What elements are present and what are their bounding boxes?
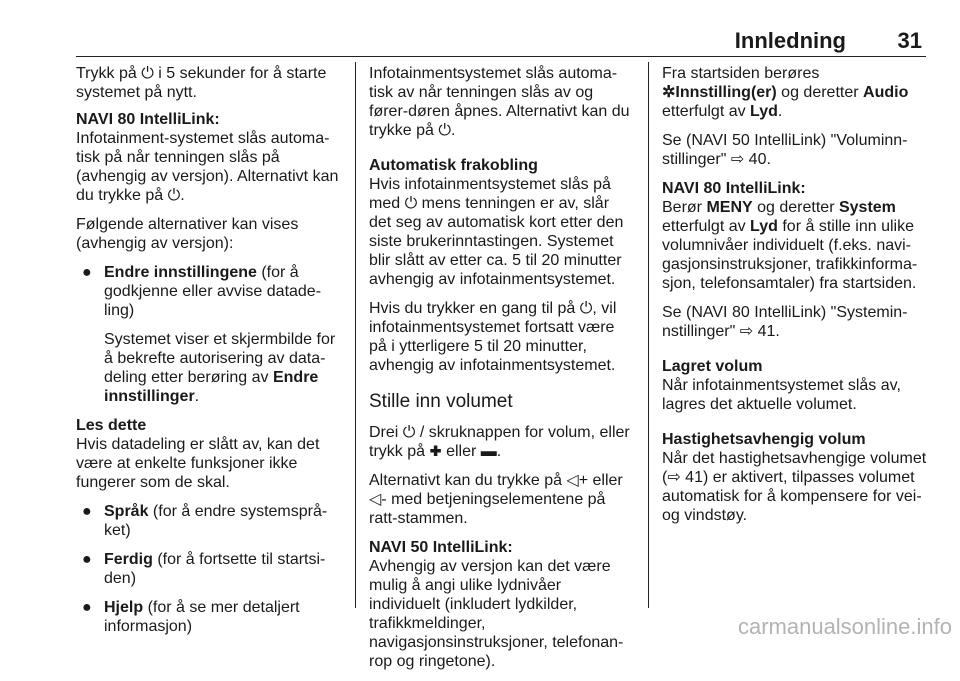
paragraph: Trykk på ⏻ i 5 sekunder for å starte systemet på nytt. [76, 65, 327, 101]
paragraph [662, 64, 928, 121]
paragraph: Se (NAVI 50 IntelliLink) "Voluminn-stillinger" ⇨ 40. [662, 132, 908, 168]
list-item [76, 263, 346, 406]
section-title: Stille inn volumet [369, 391, 513, 412]
bullet-bold: Hjelp [104, 599, 144, 616]
list-item [76, 598, 346, 636]
paragraph: Infotainment-systemet slås automa-tisk på når tenningen slås på (avhengig av versjon). Alternativt kan du trykke på ⏻. [76, 130, 339, 204]
watermark: carmanualsonline.info [737, 614, 952, 639]
subheading: NAVI 50 IntelliLink: [369, 539, 513, 556]
column-3 [662, 64, 928, 535]
subheading: Automatisk frakobling [369, 157, 538, 174]
bullet-text: (for å se mer detaljert informasjon) [104, 599, 300, 635]
paragraph: Når det hastighetsavhengige volumet (⇨ 41) er aktivert, tilpasses volumet automatisk for å kompensere for vei- og vindstøy. [662, 450, 927, 524]
system-label: System [838, 199, 896, 216]
text: . [777, 103, 783, 120]
paragraph: Hvis du trykker en gang til på ⏻, vil infotainmentsystemet fortsatt være på i ytterligere 5 til 20 minutter, avhengig av infotainmentsystemet. [369, 300, 617, 374]
text: etterfulgt av [662, 103, 751, 120]
text: og deretter [752, 199, 839, 216]
list-item [76, 502, 346, 540]
paragraph: Infotainmentsystemet slås automa-tisk av når tenningen slås av og fører-døren åpnes. Alternativt kan du trykke på ⏻. [369, 65, 630, 139]
subheading: Les dette [76, 417, 147, 434]
column-divider [355, 62, 356, 608]
bullet-text: (for å fortsette til startsi-den) [104, 551, 326, 587]
text: Fra startsiden berøres [662, 65, 820, 82]
paragraph: Følgende alternativer kan vises (avhengig av versjon): [76, 216, 299, 252]
subheading: Lagret volum [662, 358, 763, 375]
lyd-label: Lyd [750, 218, 778, 235]
bullet-detail-end: . [194, 388, 200, 405]
paragraph: Alternativt kan du trykke på ◁+ eller ◁- med betjeningselementene på ratt-stammen. [369, 472, 623, 527]
paragraph: Hvis infotainmentsystemet slås på med ⏻ mens tenningen er av, slår det seg av automatisk kort etter den siste brukerinntastingen. Systemet blir slått av etter ca. 5 til 20 minutter avhengig av infotainmentsystemet. [369, 176, 624, 288]
bullet-detail [104, 330, 346, 406]
text: etterfulgt av [662, 218, 751, 235]
column-divider [648, 62, 649, 608]
page-number: 31 [897, 28, 922, 53]
subheading: NAVI 80 IntelliLink: [662, 180, 806, 197]
bullet-detail-bold: Endre innstillinger [104, 369, 319, 405]
list-item [76, 550, 346, 588]
lyd-label: Lyd [750, 103, 778, 120]
text: for å stille inn ulike volumnivåer individuelt (f.eks. navi-gasjonsinstruksjoner, trafikkinforma-sjon, telefonsamtaler) fra startsiden. [662, 218, 918, 292]
bullet-text: (for å endre systemsprå-ket) [104, 503, 328, 539]
subheading: NAVI 80 IntelliLink: [76, 111, 220, 128]
bullet-detail-text: Systemet viser et skjermbilde for å bekrefte autorisering av data-deling etter berøring av [104, 331, 336, 386]
bullet-bold: Språk [104, 503, 149, 520]
subheading: Hastighetsavhengig volum [662, 431, 866, 448]
paragraph: Se (NAVI 80 IntelliLink) "Systemin-nstillinger" ⇨ 41. [662, 304, 908, 340]
bullet: ● [82, 503, 92, 520]
bullet: ● [82, 599, 92, 616]
paragraph: Drei ⏻ / skruknappen for volum, eller trykk på ✚ eller ▬. [369, 424, 630, 460]
bullet-bold: Ferdig [104, 551, 153, 568]
settings-label: ✲Innstilling(er) [662, 84, 777, 101]
bullet: ● [82, 264, 92, 281]
bullet-bold: Endre innstillingene [104, 264, 257, 281]
text: og deretter [776, 84, 864, 101]
bullet: ● [82, 551, 92, 568]
bullet-text: (for å godkjenne eller avvise datade-ling) [104, 264, 322, 319]
paragraph: Avhengig av versjon kan det være mulig å angi ulike lydnivåer individuelt (inkludert lydkilder, trafikkmeldinger, navigasjonsinstruksjoner, telefonan-rop og ringetone). [369, 558, 624, 670]
page-header [76, 0, 926, 57]
text: Berør [662, 199, 707, 216]
audio-label: Audio [863, 84, 909, 101]
paragraph: Hvis datadeling er slått av, kan det være at enkelte funksjoner ikke fungerer som de skal. [76, 436, 320, 491]
page-title: Innledning [734, 28, 846, 53]
paragraph: Når infotainmentsystemet slås av, lagres det aktuelle volumet. [662, 377, 901, 413]
column-1 [76, 64, 346, 646]
column-2 [369, 64, 633, 681]
meny-label: MENY [706, 199, 753, 216]
